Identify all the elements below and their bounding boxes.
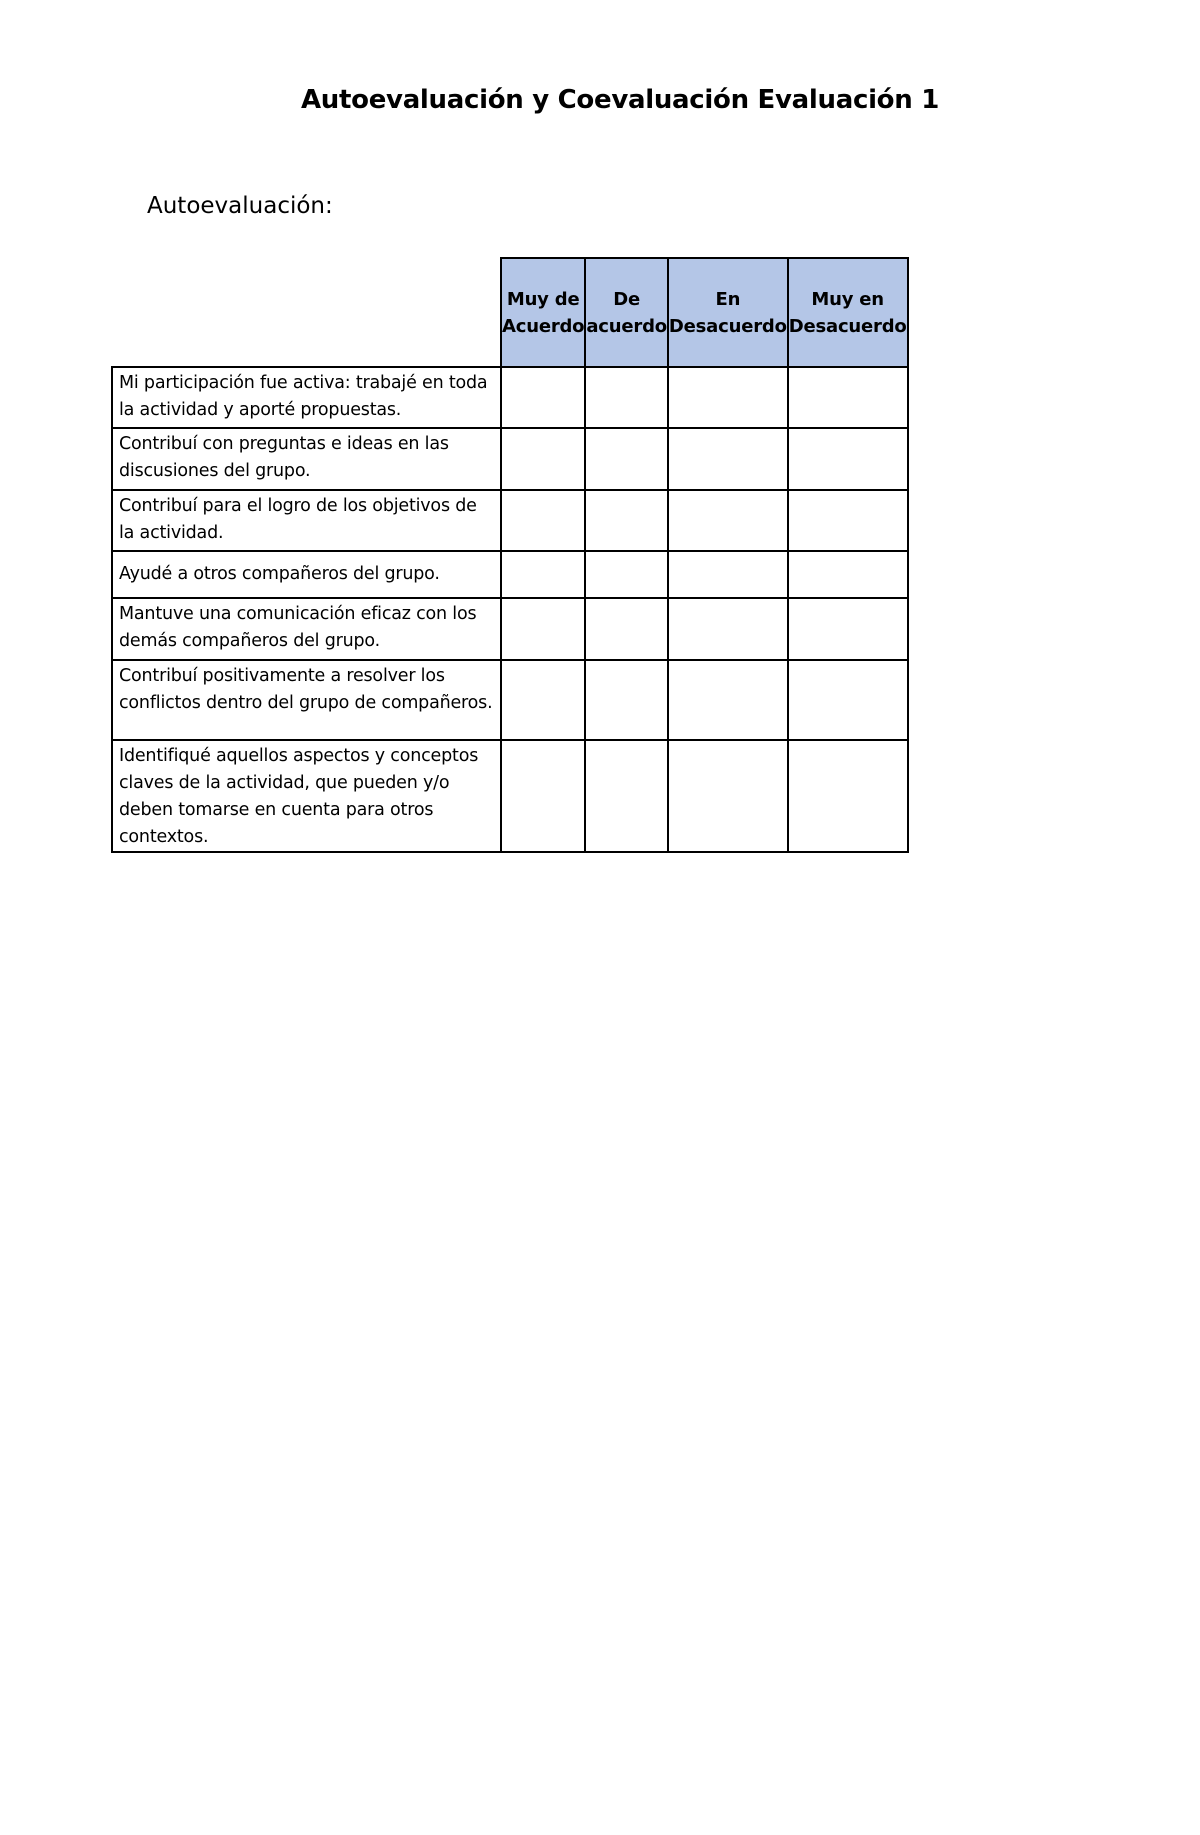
rating-cell-muy-de-acuerdo[interactable]	[501, 367, 585, 428]
header-de-acuerdo	[585, 258, 668, 367]
rating-cell-de-acuerdo[interactable]	[585, 490, 668, 551]
header-corner	[112, 258, 501, 367]
table-row	[112, 490, 908, 551]
rating-cell-muy-en-desacuerdo[interactable]	[788, 740, 908, 852]
rating-cell-en-desacuerdo[interactable]	[668, 490, 788, 551]
rating-cell-de-acuerdo[interactable]	[585, 428, 668, 490]
rating-cell-en-desacuerdo[interactable]	[668, 740, 788, 852]
header-muy-de-acuerdo	[501, 258, 585, 367]
header-row	[112, 258, 908, 367]
table-row	[112, 660, 908, 740]
rating-cell-muy-de-acuerdo[interactable]	[501, 551, 585, 598]
header-muy-en-desacuerdo	[788, 258, 908, 367]
statement-cell: Contribuí positivamente a resolver los conflictos dentro del grupo de compañeros.	[112, 660, 501, 740]
header-muy-de-acuerdo-label: Muy de Acuerdo	[502, 288, 585, 337]
rating-cell-en-desacuerdo[interactable]	[668, 551, 788, 598]
self-assessment-table	[111, 257, 909, 853]
table-row	[112, 367, 908, 428]
header-muy-en-desacuerdo-label: Muy en Desacuerdo	[788, 288, 907, 337]
statement-cell: Mantuve una comunicación eficaz con los demás compañeros del grupo.	[112, 598, 501, 660]
rating-cell-de-acuerdo[interactable]	[585, 660, 668, 740]
table-row	[112, 428, 908, 490]
statement-cell: Identifiqué aquellos aspectos y conceptos claves de la actividad, que pueden y/o deben tomarse en cuenta para otros contextos.	[112, 740, 501, 852]
rating-cell-muy-de-acuerdo[interactable]	[501, 660, 585, 740]
section-label: Autoevaluación:	[147, 193, 333, 219]
rating-cell-de-acuerdo[interactable]	[585, 551, 668, 598]
header-de-acuerdo-label: De acuerdo	[586, 288, 667, 337]
rating-cell-de-acuerdo[interactable]	[585, 740, 668, 852]
rating-cell-de-acuerdo[interactable]	[585, 598, 668, 660]
rating-cell-en-desacuerdo[interactable]	[668, 660, 788, 740]
rating-cell-muy-en-desacuerdo[interactable]	[788, 598, 908, 660]
table-row	[112, 551, 908, 598]
statement-cell: Contribuí con preguntas e ideas en las discusiones del grupo.	[112, 428, 501, 490]
rating-cell-en-desacuerdo[interactable]	[668, 367, 788, 428]
rating-cell-muy-de-acuerdo[interactable]	[501, 428, 585, 490]
rating-cell-en-desacuerdo[interactable]	[668, 598, 788, 660]
rating-cell-muy-en-desacuerdo[interactable]	[788, 551, 908, 598]
rating-cell-muy-en-desacuerdo[interactable]	[788, 660, 908, 740]
rating-cell-muy-en-desacuerdo[interactable]	[788, 367, 908, 428]
statement-cell: Ayudé a otros compañeros del grupo.	[112, 551, 501, 598]
page-title: Autoevaluación y Coevaluación Evaluación 1	[300, 85, 939, 115]
rating-cell-de-acuerdo[interactable]	[585, 367, 668, 428]
rating-cell-muy-en-desacuerdo[interactable]	[788, 490, 908, 551]
rating-cell-en-desacuerdo[interactable]	[668, 428, 788, 490]
table-row	[112, 598, 908, 660]
rating-cell-muy-de-acuerdo[interactable]	[501, 490, 585, 551]
statement-cell: Mi participación fue activa: trabajé en toda la actividad y aporté propuestas.	[112, 367, 501, 428]
statement-cell: Contribuí para el logro de los objetivos de la actividad.	[112, 490, 501, 551]
rating-cell-muy-de-acuerdo[interactable]	[501, 598, 585, 660]
rating-cell-muy-en-desacuerdo[interactable]	[788, 428, 908, 490]
header-en-desacuerdo	[668, 258, 788, 367]
header-en-desacuerdo-label: En Desacuerdo	[668, 288, 787, 337]
rating-cell-muy-de-acuerdo[interactable]	[501, 740, 585, 852]
table-row	[112, 740, 908, 852]
